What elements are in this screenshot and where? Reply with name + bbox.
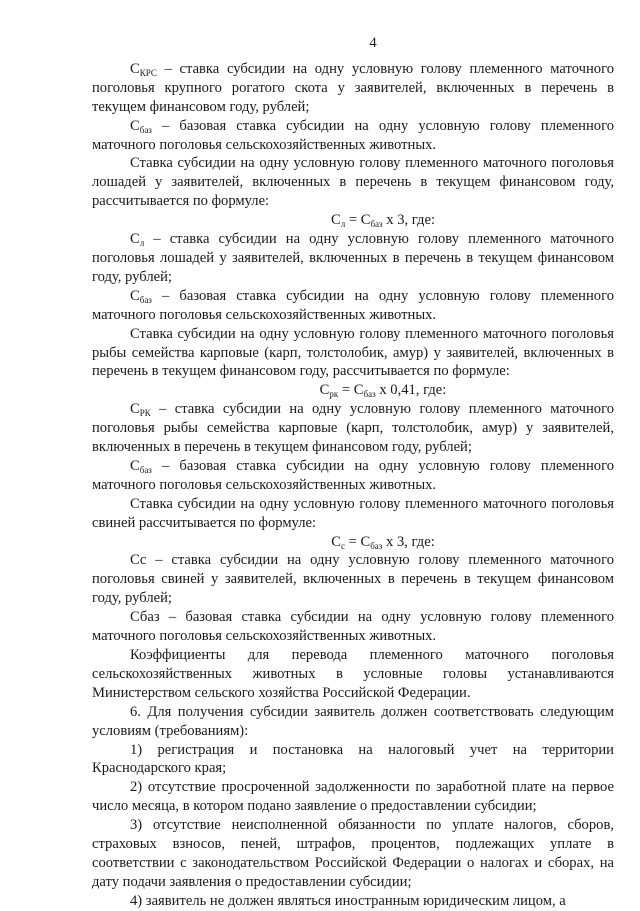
definition-s-baz: $С_{баз}$ – базовая ставка субсидии на одну условную голову племенного маточного поголовья сельскохозяйственных животных. bbox=[92, 287, 614, 323]
formula-horses: $С_л = С_{баз}$ х 3, где: bbox=[330, 212, 436, 230]
paragraph-pigs-rate: Ставка субсидии на одну условную голову племенного маточного поголовья свиней рассчитывается по формуле: bbox=[92, 495, 614, 531]
page-number: 4 bbox=[369, 35, 377, 51]
definition-s-baz: $С_{баз}$ – базовая ставка субсидии на одну условную голову племенного маточного поголовья сельскохозяйственных животных. bbox=[92, 117, 614, 153]
definition-s-s: Сс – ставка субсидии на одну условную голову племенного маточного поголовья свиней у заявителей, включенных в перечень в текущем финансовом году, рублей; bbox=[92, 552, 614, 607]
definition-s-l: $С_л$ – ставка субсидии на одну условную голову племенного маточного поголовья лошадей у заявителей, включенных в перечень в текущем финансовом году, рублей; bbox=[92, 231, 614, 285]
list-item-4: 4) заявитель не должен являться иностранным юридическим лицом, а bbox=[130, 892, 566, 909]
definition-s-rk: $С_{РК}$ – ставка субсидии на одну условную голову племенного маточного поголовья рыбы семейства карповые (карп, толстолобик, амур) у заявителей, включенных в перечень в текущем финансовом году, рублей; bbox=[92, 401, 614, 456]
paragraph-fish-rate: Ставка субсидии на одну условную голову племенного маточного поголовья рыбы семейства карповые (карп, толстолобик, амур) у заявителей, включенных в перечень в текущем финансовом году, рассчитывается по формуле: bbox=[92, 325, 614, 380]
formula-pigs: $С_с = С_{баз}$ х 3, где: bbox=[331, 533, 435, 551]
list-item-2: 2) отсутствие просроченной задолженности по заработной плате на первое число месяца, в котором подано заявление о предоставлении субсидии; bbox=[92, 779, 614, 815]
list-item-3: 3) отсутствие неисполненной обязанности по уплате налогов, сборов, страховых взносов, пеней, штрафов, процентов, подлежащих уплате в соответствии с законодательством Российской Федерации о налогах и сборах, на дату подачи заявления о предоставлении субсидии; bbox=[92, 817, 614, 890]
definition-s-baz: $С_{баз}$ – базовая ставка субсидии на одну условную голову племенного маточного поголовья сельскохозяйственных животных. bbox=[92, 457, 614, 493]
definition-s-baz: Сбаз – базовая ставка субсидии на одну условную голову племенного маточного поголовья сельскохозяйственных животных. bbox=[92, 609, 614, 645]
paragraph-clause-6: 6. Для получения субсидии заявитель должен соответствовать следующим условиям (требованиям): bbox=[92, 703, 614, 739]
paragraph-coefficients: Коэффициенты для перевода племенного маточного поголовья сельскохозяйственных животных в условные головы устанавливаются Министерством сельского хозяйства Российской Федерации. bbox=[92, 647, 614, 701]
list-item-1: 1) регистрация и постановка на налоговый учет на территории Краснодарского края; bbox=[92, 741, 614, 777]
definition-s-krs: $С_{КРС}$ – ставка субсидии на одну условную голову племенного маточного поголовья крупного рогатого скота у заявителей, включенных в перечень в текущем финансовом году, рублей; bbox=[92, 60, 614, 115]
paragraph-horses-rate: Ставка субсидии на одну условную голову племенного маточного поголовья лошадей у заявителей, включенных в перечень в текущем финансовом году, рассчитывается по формуле: bbox=[92, 155, 614, 210]
formula-fish: $С_{рк} = С_{баз}$ х 0,41, где: bbox=[319, 382, 447, 400]
